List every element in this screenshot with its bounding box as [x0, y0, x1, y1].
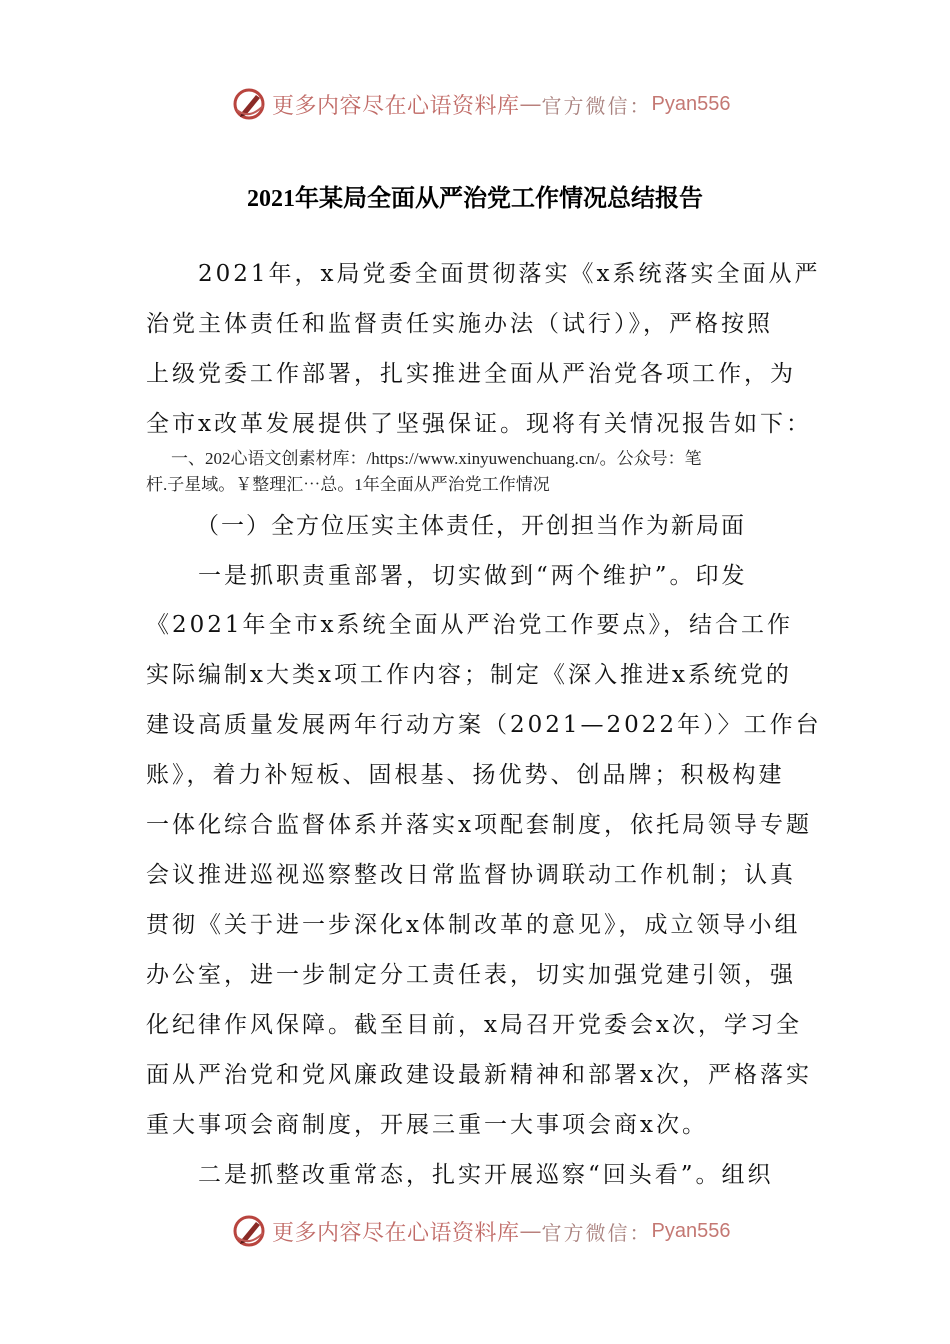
pen-logo-icon	[232, 1213, 268, 1249]
watermark-wechat-id: Pyan556	[651, 92, 731, 115]
paragraph-line: 建设高质量发展两年行动方案（2021—2022年）〉工作台	[146, 712, 822, 738]
section-heading: （一）全方位压实主体责任，开创担当作为新局面	[196, 513, 746, 539]
footer-watermark	[232, 1211, 730, 1251]
paragraph-line: 重大事项会商制度，开展三重一大事项会商x次。	[146, 1112, 708, 1138]
paragraph-line: 化纪律作风保障。截至目前，x局召开党委会x次，学习全	[146, 1012, 802, 1038]
watermark-text: 更多内容尽在心语资料库	[272, 1220, 520, 1246]
watermark-label: 官方微信：	[541, 1220, 652, 1245]
pen-logo-icon	[232, 86, 268, 122]
watermark-wechat-id: Pyan556	[651, 1219, 731, 1242]
paragraph-line: 一是抓职责重部署，切实做到“两个维护”。印发	[146, 563, 748, 589]
intro-line: 上级党委工作部署，扎实推进全面从严治党各项工作，为	[146, 361, 796, 387]
paragraph-line: 账》，着力补短板、固根基、扬优势、创品牌；积极构建	[146, 762, 785, 788]
document-title: 2021年某局全面从严治党工作情况总结报告	[247, 186, 703, 212]
watermark-separator: —	[519, 91, 542, 117]
paragraph-line: 一体化综合监督体系并落实x项配套制度，依托局领导专题	[146, 812, 812, 838]
header-watermark	[232, 84, 730, 124]
paragraph-line: 《2021年全市x系统全面从严治党工作要点》，结合工作	[146, 612, 794, 638]
watermark-label: 官方微信：	[541, 93, 652, 118]
watermark-text: 更多内容尽在心语资料库	[272, 93, 520, 119]
intro-line: 2021年，x局党委全面贯彻落实《x系统落实全面从严	[146, 261, 821, 287]
source-note-line: 杆.子星域。￥整理汇⋯总。1年全面从严治党工作情况	[146, 475, 550, 494]
paragraph-line: 办公室，进一步制定分工责任表，切实加强党建引领，强	[146, 962, 796, 988]
paragraph-line: 贯彻《关于进一步深化x体制改革的意见》，成立领导小组	[146, 912, 801, 938]
paragraph-line: 实际编制x大类x项工作内容；制定《深入推进x系统党的	[146, 662, 792, 688]
intro-line: 治党主体责任和监督责任实施办法（试行）》，严格按照	[146, 311, 773, 337]
paragraph-line: 二是抓整改重常态，扎实开展巡察“回头看”。组织	[146, 1162, 774, 1188]
watermark-separator: —	[519, 1218, 542, 1244]
intro-line: 全市x改革发展提供了坚强保证。现将有关情况报告如下：	[146, 411, 812, 437]
paragraph-line: 面从严治党和党风廉政建设最新精神和部署x次，严格落实	[146, 1062, 812, 1088]
source-note-line: 一、202心语文创素材库：/https://www.xinyuwenchuang.cn/。公众号：笔	[171, 449, 702, 468]
paragraph-line: 会议推进巡视巡察整改日常监督协调联动工作机制；认真	[146, 862, 796, 888]
